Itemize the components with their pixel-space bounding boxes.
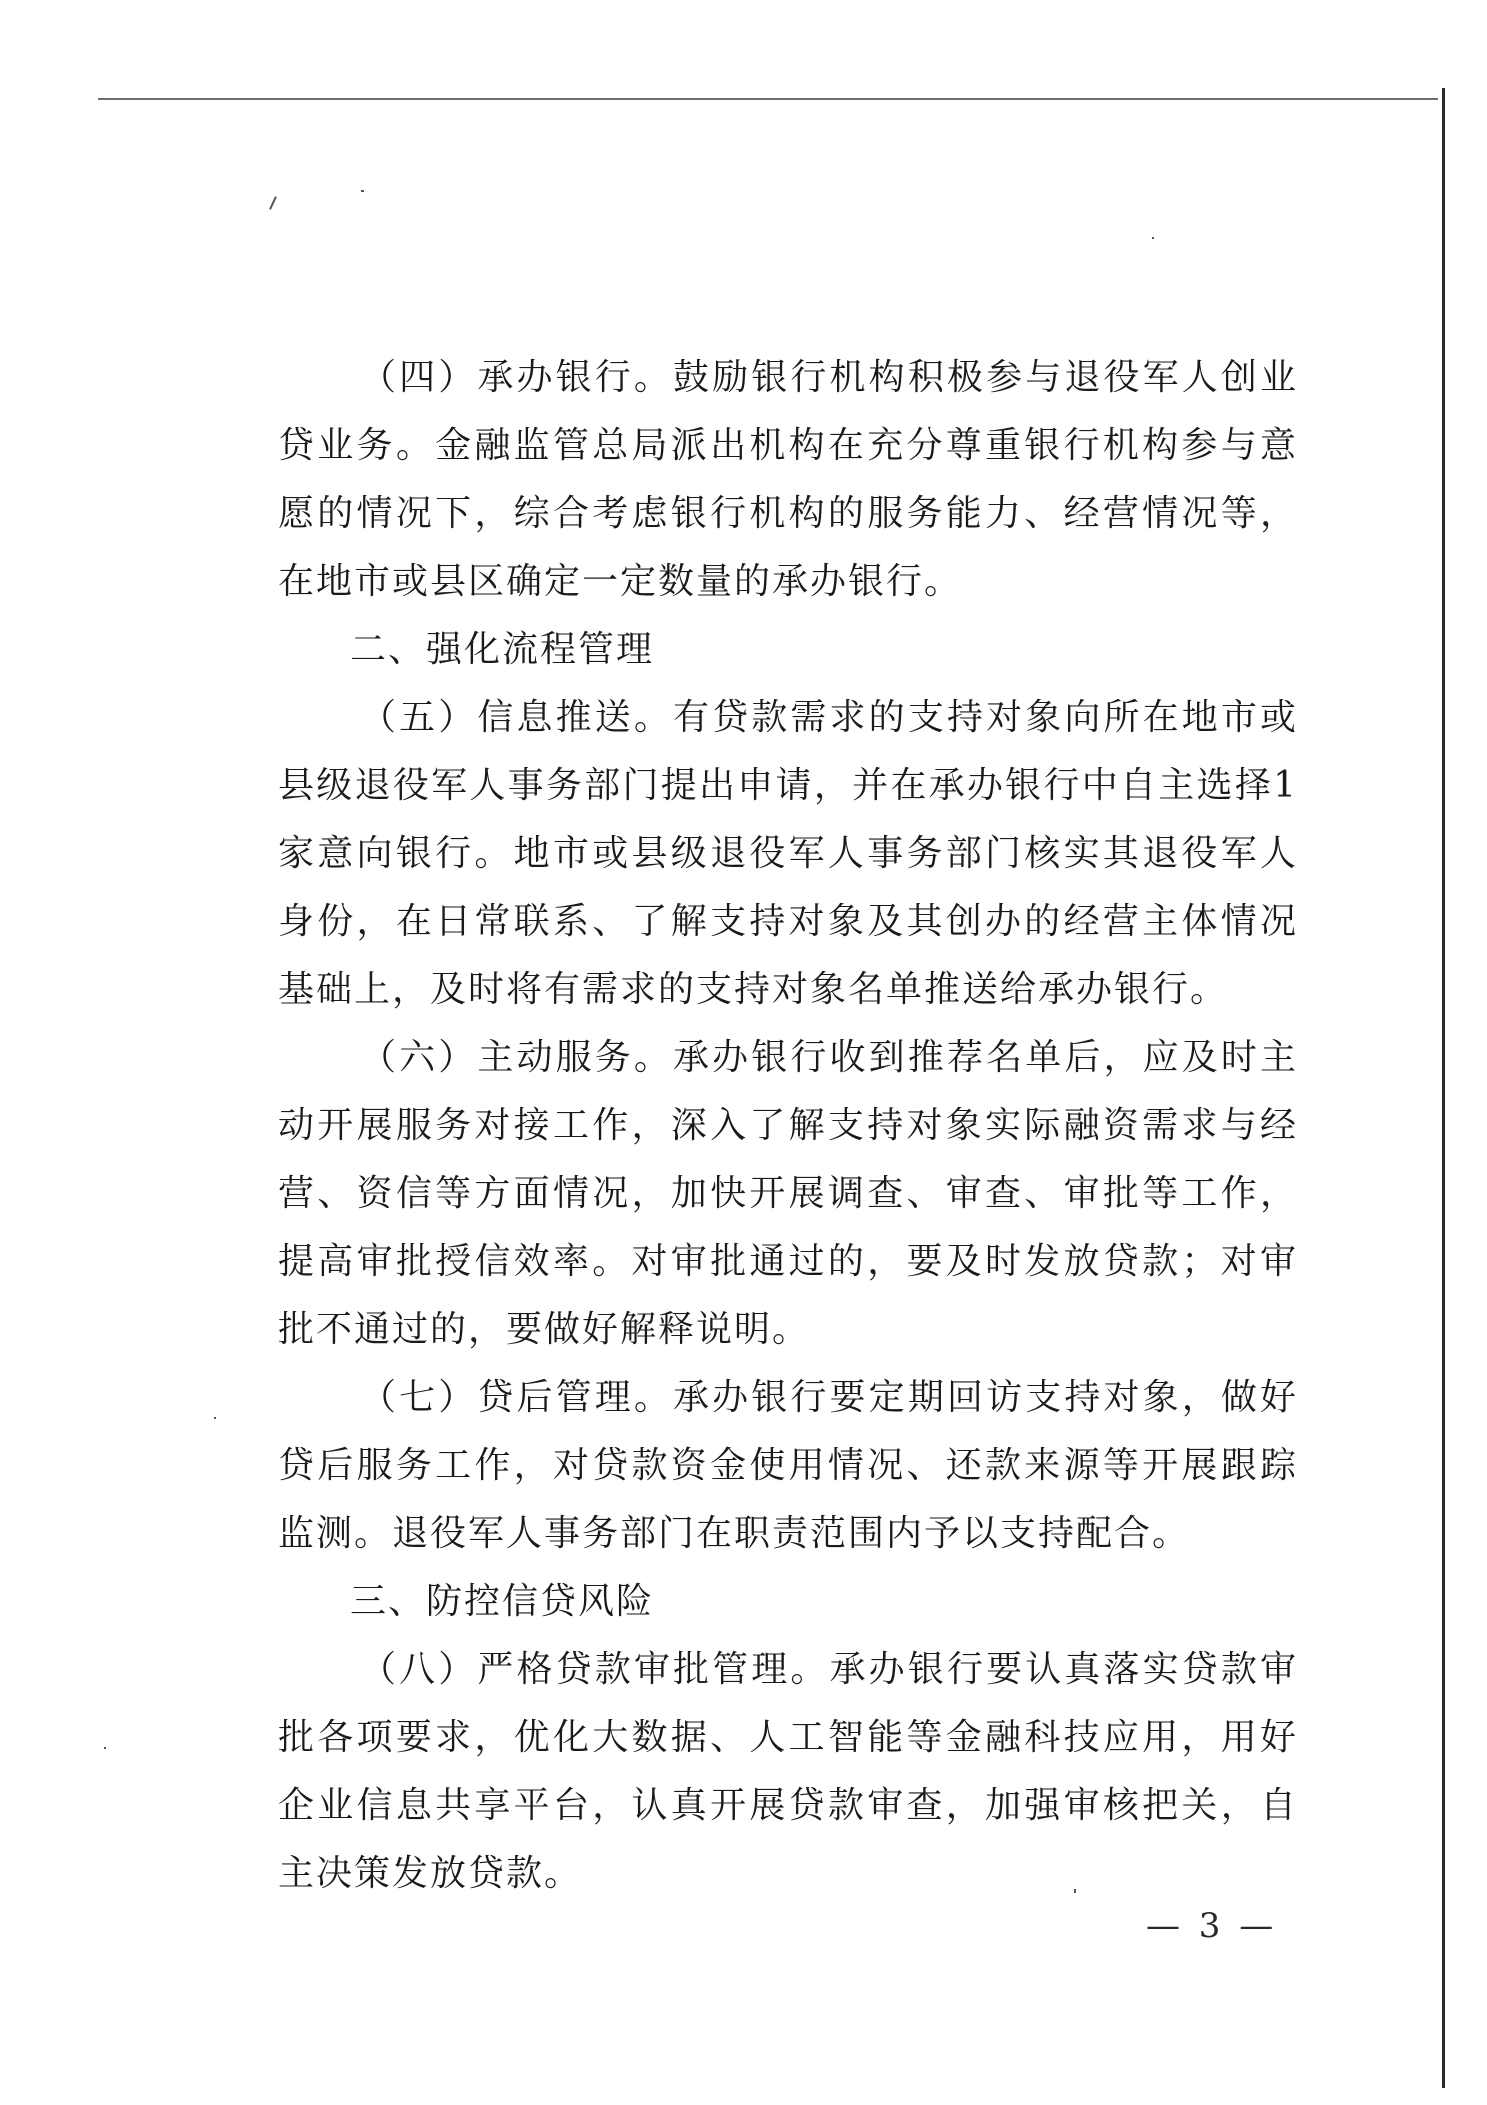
section-heading-3: 三、防控信贷风险 — [350, 1581, 655, 1622]
paragraph-5: （五）信息推送。有贷款需求的支持对象向所在地市或县级退役军人事务部门提出申请，并在承办银行中自主选择1家意向银行。地市或县级退役军人事务部门核实其退役军人身份，在日常联系、了解支持对象及其创办的经营主体情况基础上，及时将有需求的支持对象名单推送给承办银行。 — [278, 697, 1298, 1010]
scan-mark — [104, 1747, 106, 1749]
header-rule — [98, 98, 1438, 100]
section-heading-2: 二、强化流程管理 — [350, 629, 655, 670]
scan-mark — [214, 1417, 216, 1419]
scan-mark — [1152, 237, 1154, 239]
paragraph-4: （四）承办银行。鼓励银行机构积极参与退役军人创业贷业务。金融监管总局派出机构在充分尊重银行机构参与意愿的情况下，综合考虑银行机构的服务能力、经营情况等，在地市或县区确定一定数量的承办银行。 — [278, 357, 1298, 602]
scan-mark — [361, 190, 364, 192]
paragraph-8: （八）严格贷款审批管理。承办银行要认真落实贷款审批各项要求，优化大数据、人工智能等金融科技应用，用好企业信息共享平台，认真开展贷款审查，加强审核把关，自主决策发放贷款。 — [278, 1649, 1298, 1894]
document-body — [278, 344, 1298, 1908]
scan-mark — [269, 196, 277, 210]
page-edge-rule — [1442, 88, 1445, 2088]
page-number: — 3 — — [1146, 1906, 1278, 1946]
paragraph-6: （六）主动服务。承办银行收到推荐名单后，应及时主动开展服务对接工作，深入了解支持对象实际融资需求与经营、资信等方面情况，加快开展调查、审查、审批等工作，提高审批授信效率。对审批通过的，要及时发放贷款；对审批不通过的，要做好解释说明。 — [278, 1037, 1298, 1350]
paragraph-7: （七）贷后管理。承办银行要定期回访支持对象，做好贷后服务工作，对贷款资金使用情况、还款来源等开展跟踪监测。退役军人事务部门在职责范围内予以支持配合。 — [278, 1377, 1298, 1554]
